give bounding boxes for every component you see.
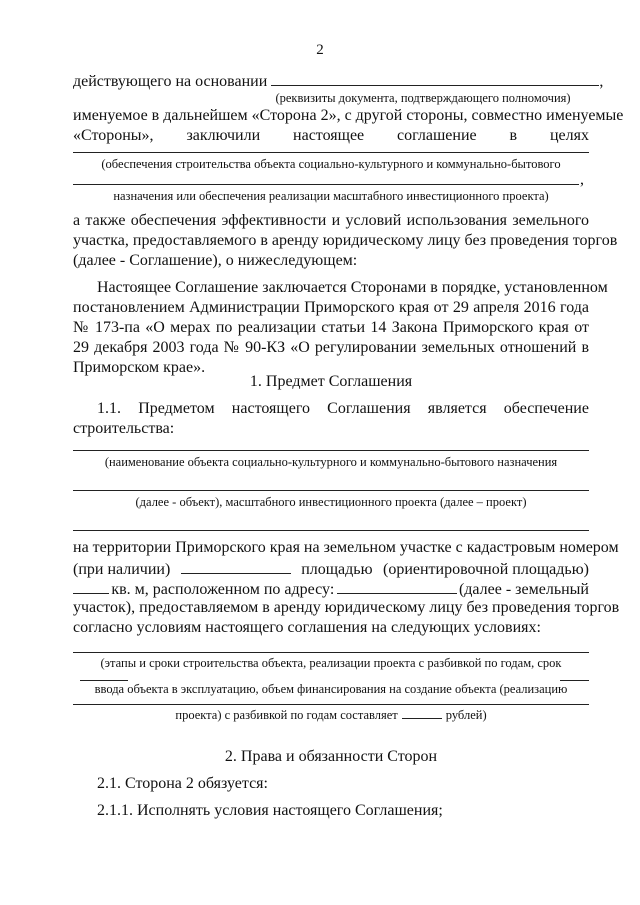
head-line-2: именуемое в дальнейшем «Сторона 2», с другой стороны, совместно именуемые	[73, 107, 624, 124]
note-object-name: (наименование объекта социально-культурного и коммунально-бытового назначения	[104, 455, 558, 469]
blank-field	[337, 578, 457, 594]
section-2-item-1: 2.1. Сторона 2 обязуется:	[97, 775, 268, 792]
area-line: (при наличии) площадью (ориентировочной площадью)	[73, 558, 589, 580]
territory-line-2: участок), предоставляемом в аренду юридическому лицу без проведения торгов	[73, 599, 620, 616]
subject-line-2: строительства:	[73, 420, 175, 437]
basis-line-1: Настоящее Соглашение заключается Сторонами в порядке, установленном	[97, 279, 608, 296]
note-financing: проекта) с разбивкой по годам составляет рублей)	[175, 708, 487, 722]
subject-line-1: 1.1. Предметом настоящего Соглашения является обеспечение	[97, 400, 589, 417]
blank-field	[271, 70, 599, 86]
basis-line	[73, 70, 604, 92]
note-purpose-2: назначения или обеспечения реализации масштабного инвестиционного проекта)	[113, 189, 549, 203]
blank-field	[181, 558, 291, 574]
blank-line	[73, 530, 589, 531]
note-commissioning: ввода объекта в эксплуатацию, объем финансирования на создание объекта (реализацию	[94, 682, 568, 696]
basis-line-2: постановлением Администрации Приморского края от 29 апреля 2016 года	[73, 299, 589, 316]
basis-label: действующего на основании	[73, 73, 268, 90]
comma: ,	[599, 73, 604, 90]
blank-field	[402, 707, 442, 719]
territory-line-3: согласно условиям настоящего соглашения на следующих условиях:	[73, 619, 541, 636]
note-purpose-1: (обеспечения строительства объекта социально-культурного и коммунально-бытового	[101, 157, 561, 171]
territory-line-1: на территории Приморского края на земельном участке с кадастровым номером	[73, 539, 619, 556]
section-2-item-2: 2.1.1. Исполнять условия настоящего Соглашения;	[97, 802, 443, 819]
blank-line	[73, 652, 589, 653]
blank-field	[73, 578, 109, 594]
section-2-title: 2. Права и обязанности Сторон	[224, 748, 438, 765]
page-number: 2	[316, 42, 324, 58]
basis-line-4: 29 декабря 2003 года № 90-КЗ «О регулировании земельных отношений в	[73, 339, 589, 356]
intro-line-3: (далее - Соглашение), о нижеследующем:	[73, 252, 358, 269]
address-line: кв. м, расположенном по адресу: (далее - земельный	[73, 578, 589, 600]
head-line-3: «Стороны», заключили настоящее соглашение в целях	[73, 127, 589, 144]
note-stages: (этапы и сроки строительства объекта, реализации проекта с разбивкой по годам, срок	[100, 656, 562, 670]
blank-line	[73, 152, 589, 153]
basis-line-3: № 173-па «О мерах по реализации статьи 14 Закона Приморского края от	[73, 319, 589, 336]
section-1-title: 1. Предмет Соглашения	[249, 373, 413, 390]
blank-line	[73, 704, 589, 705]
intro-line-1: а также обеспечения эффективности и условий использования земельного	[73, 212, 589, 229]
note-object-project: (далее - объект), масштабного инвестиционного проекта (далее – проект)	[135, 495, 527, 509]
blank-line	[73, 450, 589, 451]
comma: ,	[580, 171, 584, 188]
blank-line	[73, 184, 579, 185]
basis-line-5: Приморском крае».	[73, 359, 206, 376]
note-requisites: (реквизиты документа, подтверждающего полномочия)	[275, 91, 571, 105]
blank-line	[73, 490, 589, 491]
intro-line-2: участка, предоставляемого в аренду юридическому лицу без проведения торгов	[73, 232, 618, 249]
blank-line	[560, 680, 589, 681]
blank-line	[80, 680, 128, 681]
